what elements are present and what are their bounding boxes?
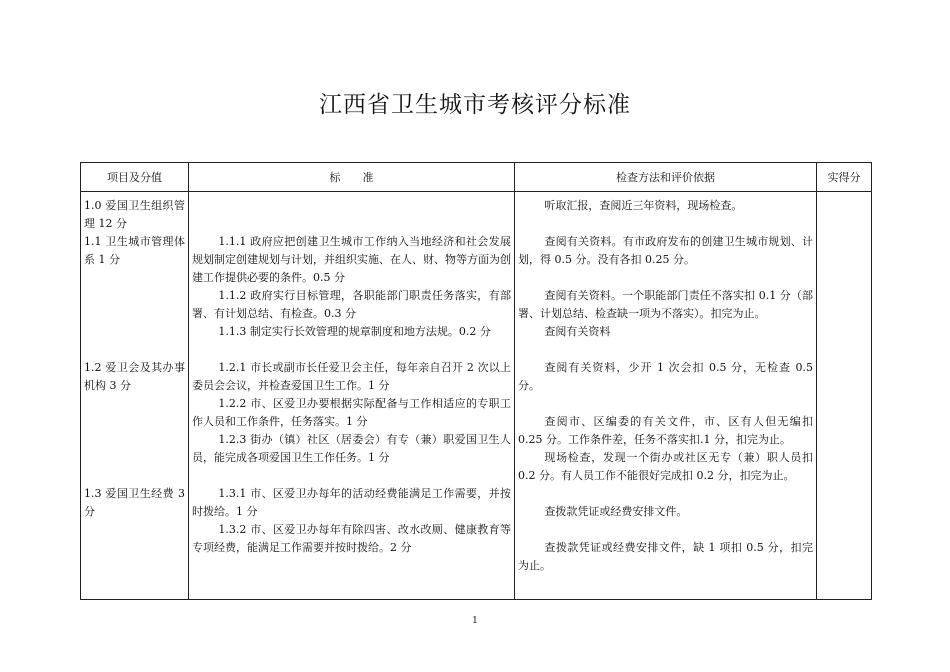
header-method: 检查方法和评价依据 bbox=[515, 163, 817, 192]
standard-1-2-2: 1.2.2 市、区爱卫办要根据实际配备与工作相适应的专职工作人员和工作条件，任务落实。1 分 bbox=[192, 397, 511, 428]
score-cell bbox=[817, 192, 872, 600]
standard-1-3-2: 1.3.2 市、区爱卫办每年有除四害、改水改厕、健康教育等专项经费，能满足工作需要并按时拨给。2 分 bbox=[192, 523, 511, 554]
method-1-2-1: 查阅有关资料，少开 1 次会扣 0.5 分，无检查 0.5 分。 bbox=[518, 361, 813, 392]
method-1-2-3: 现场检查，发现一个街办或社区无专（兼）职人员扣 0.2 分。有人员工作不能很好完成扣 0.2 分，扣完为止。 bbox=[518, 451, 813, 482]
item-1-0: 1.0 爱国卫生组织管理 12 分 bbox=[84, 199, 185, 230]
method-1-1-3: 查阅有关资料 bbox=[544, 325, 611, 338]
page-number: 1 bbox=[472, 616, 478, 626]
item-1-3: 1.3 爱国卫生经费 3 分 bbox=[84, 487, 185, 518]
standard-1-1-1: 1.1.1 政府应把创建卫生城市工作纳入当地经济和社会发展规划制定创建规划与计划，并组织实施、在人、财、物等方面为创建工作提供必要的条件。0.5 分 bbox=[192, 235, 511, 284]
header-item: 项目及分值 bbox=[81, 163, 189, 192]
item-1-1: 1.1 卫生城市管理体系 1 分 bbox=[84, 235, 185, 266]
standard-1-2-1: 1.2.1 市长或副市长任爱卫会主任，每年亲自召开 2 次以上委员会会议，并检查爱国卫生工作。1 分 bbox=[192, 361, 511, 392]
method-overview: 听取汇报，查阅近三年资料，现场检查。 bbox=[544, 199, 743, 212]
page-title: 江西省卫生城市考核评分标准 bbox=[319, 92, 631, 118]
standard-1-1-2: 1.1.2 政府实行目标管理，各职能部门职责任务落实，有部署、有计划总结、有检查。0.3 分 bbox=[192, 289, 511, 320]
method-1-3-2: 查拨款凭证或经费安排文件，缺 1 项扣 0.5 分，扣完为止。 bbox=[518, 541, 813, 572]
standard-1-2-3: 1.2.3 街办（镇）社区（居委会）有专（兼）职爱国卫生人员，能完成各项爱国卫生工作任务。1 分 bbox=[192, 433, 511, 464]
table-header-row bbox=[81, 163, 872, 192]
header-standard: 标 准 bbox=[189, 163, 515, 192]
standard-1-1-3: 1.1.3 制定实行长效管理的规章制度和地方法规。0.2 分 bbox=[218, 325, 491, 338]
standard-1-3-1: 1.3.1 市、区爱卫办每年的活动经费能满足工作需要，并按时拨给。1 分 bbox=[192, 487, 511, 518]
method-cell bbox=[515, 192, 817, 600]
standard-cell bbox=[189, 192, 515, 600]
method-1-3-1: 查拨款凭证或经费安排文件。 bbox=[544, 505, 688, 518]
table-row bbox=[81, 192, 872, 600]
scoring-table bbox=[80, 162, 872, 600]
item-cell bbox=[81, 192, 189, 600]
method-1-1-2: 查阅有关资料。一个职能部门责任不落实扣 0.1 分（部署、计划总结、检查缺一项为不落实）。扣完为止。 bbox=[518, 289, 813, 320]
method-1-1-1: 查阅有关资料。有市政府发布的创建卫生城市规划、计划，得 0.5 分。没有各扣 0.25 分。 bbox=[518, 235, 813, 266]
item-1-2: 1.2 爱卫会及其办事机构 3 分 bbox=[84, 361, 185, 392]
header-score: 实得分 bbox=[817, 163, 872, 192]
method-1-2-2: 查阅市、区编委的有关文件，市、区有人但无编扣 0.25 分。工作条件差，任务不落实扣.1 分，扣完为止。 bbox=[518, 415, 813, 446]
